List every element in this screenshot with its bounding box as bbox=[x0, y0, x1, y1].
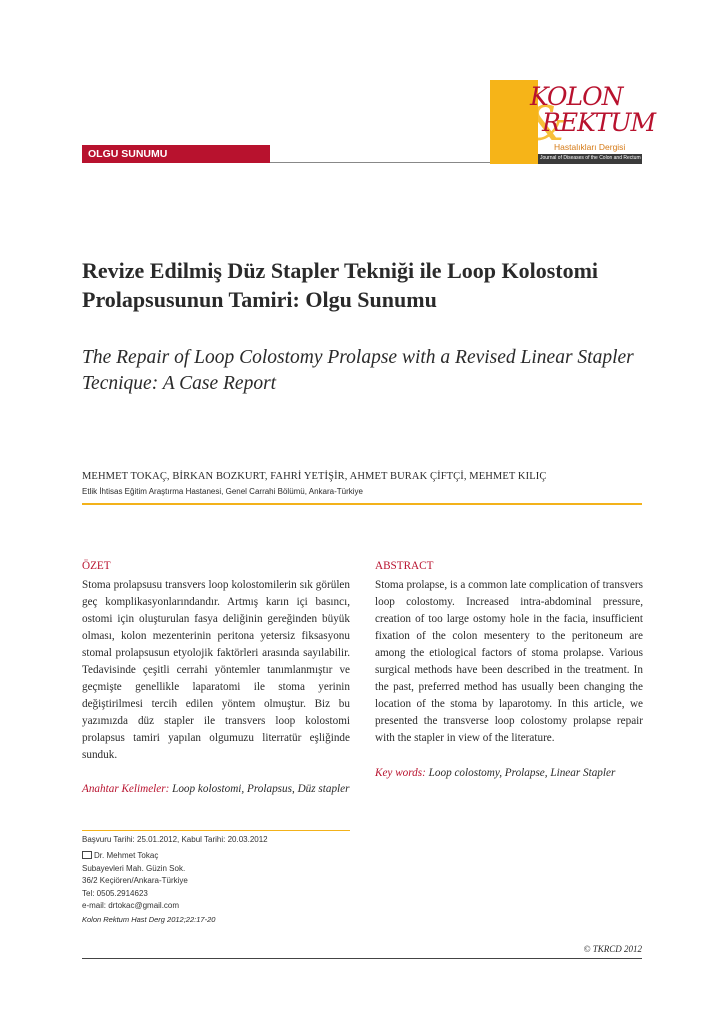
authors-divider bbox=[82, 503, 642, 505]
copyright: © TKRCD 2012 bbox=[583, 944, 642, 954]
keywords-tr bbox=[82, 781, 350, 798]
logo-rektum: REKTUM bbox=[542, 108, 656, 137]
abstract-body: Stoma prolapse, is a common late complication of transvers loop colostomy. Increased intra-abdominal pressure, creation of too large ostomy hole in the facia, insufficient fixation of the colon mesentery to the peritoneum are among the etiological factors of stoma prolapse. Various surgical methods have been described in the treatment. In the past, preferred method has usually been changing the location of the stoma by laparotomy. In this article, we presented the transverse loop colostomy prolapse repair with the stapler in view of the literature. bbox=[375, 579, 643, 744]
keywords-en bbox=[375, 765, 643, 782]
mail-icon bbox=[82, 851, 92, 859]
article-title-tr: Revize Edilmiş Düz Stapler Tekniği ile Loop Kolostomi Prolapsusunun Tamiri: Olgu Sunumu bbox=[82, 258, 599, 312]
affiliation: Etlik İhtisas Eğitim Araştırma Hastanesi, Genel Carrahi Bölümü, Ankara-Türkiye bbox=[82, 487, 363, 496]
journal-logo bbox=[490, 80, 656, 164]
contact-name-line bbox=[82, 850, 350, 862]
info-divider bbox=[82, 830, 350, 831]
logo-ampersand: & bbox=[524, 96, 567, 152]
logo-subtitle-en: Journal of Diseases of the Colon and Rectum bbox=[540, 155, 641, 161]
logo-subtitle: Hastalıkları Dergisi bbox=[554, 142, 626, 152]
address-line-2: 36/2 Keçiören/Ankara-Türkiye bbox=[82, 876, 188, 886]
address-line-1: Subayevleri Mah. Güzin Sok. bbox=[82, 863, 186, 873]
email: e-mail: drtokac@gmail.com bbox=[82, 901, 180, 911]
logo-kolon: KOLON bbox=[530, 82, 623, 111]
header-divider bbox=[270, 162, 490, 163]
contact-name: Dr. Mehmet Tokaç bbox=[94, 851, 159, 861]
keywords-en-values: Loop colostomy, Prolapse, Linear Stapler bbox=[428, 767, 616, 779]
footer-divider bbox=[82, 958, 642, 959]
author-list: MEHMET TOKAÇ, BİRKAN BOZKURT, FAHRİ YETİŞİR, AHMET BURAK ÇİFTÇİ, MEHMET KILIÇ bbox=[82, 471, 547, 482]
ozet-heading: ÖZET bbox=[82, 560, 111, 572]
submission-dates: Başvuru Tarihi: 25.01.2012, Kabul Tarihi: 20.03.2012 bbox=[82, 835, 268, 844]
citation: Kolon Rektum Hast Derg 2012;22:17-20 bbox=[82, 915, 216, 924]
keywords-tr-label: Anahtar Kelimeler: bbox=[82, 783, 170, 795]
article-title-en: The Repair of Loop Colostomy Prolapse with a Revised Linear Stapler Tecnique: A Case Report bbox=[82, 347, 634, 394]
telephone: Tel: 0505.2914623 bbox=[82, 888, 148, 898]
ozet-body: Stoma prolapsusu transvers loop kolostomilerin sık görülen geç komplikasyonlarındandır. Artmış karın içi basıncı, ostomi için oluşturulan fasya deliğinin gereğinden büyük olması, kolon mezenterinin peritona yetersiz fiksasyonu stomal prolapsusun etyolojik faktörleri arasında sayılabilir. Tedavisinde çeşitli cerrahi yöntemler tanımlanmıştır ve geçmişte genellikle laparatomi ile stoma yerinin değiştirilmesi tercih edilen yöntem olmuştur. Biz bu yazımızda düz stapler ile transvers loop kolostomi prolapsus tamiri yapılan olgumuzu literratür eşliğinde sunduk. bbox=[82, 579, 350, 761]
correspondence-info bbox=[82, 834, 350, 912]
abstract-heading: ABSTRACT bbox=[375, 560, 434, 572]
keywords-en-label: Key words: bbox=[375, 767, 426, 779]
section-label: OLGU SUNUMU bbox=[82, 145, 270, 163]
keywords-tr-values: Loop kolostomi, Prolapsus, Düz stapler bbox=[172, 783, 350, 795]
